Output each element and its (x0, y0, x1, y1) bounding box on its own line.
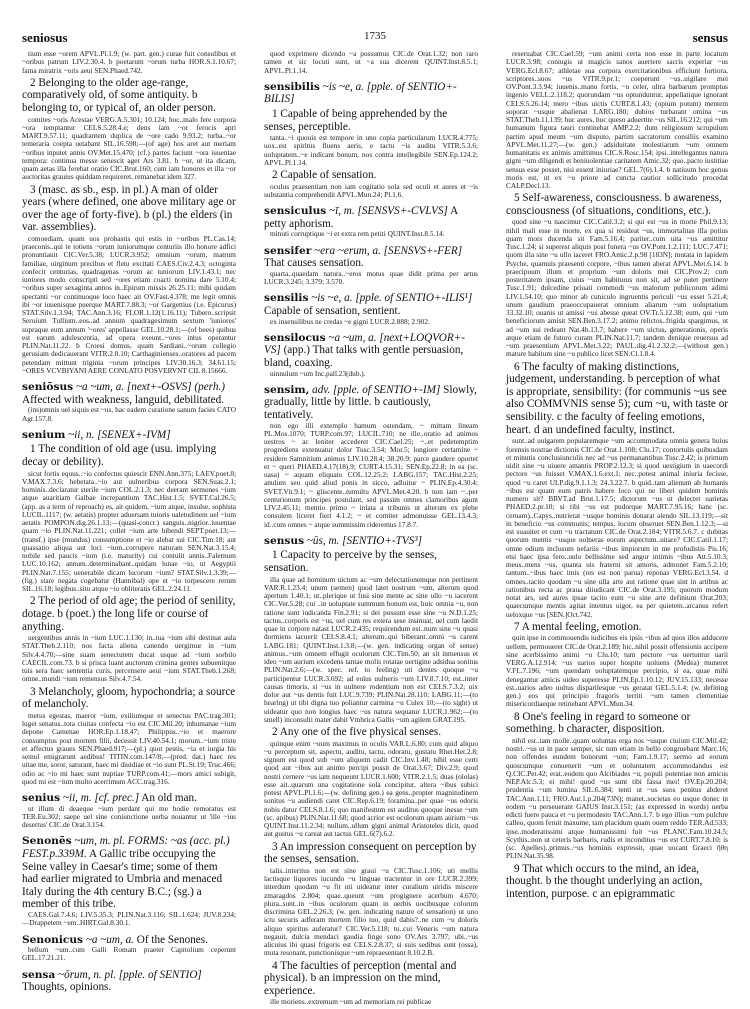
citation-block: illa quae ad hominum uictum ac ~um delectationemque non pertinent VAR.R.1.23.4; unum (semen) quod latet nostrum ~um, alterum quod apertum 1.40.1; ut..plerique ut fusi sine mente ac sine ullo ~u iacerent CIC.Ver.5.28; cui ..in uoluptate summum bonum est, huic omnia ~u, non ratione sunt iudicanda Fin.2.91; si dei possunt esse sine ~u N.D.1.25; tactus..corporis est ~us, uel cum res extera sese insinuat, uel cum laedit quae in corpore natast LUCR.2.435; requirendum est..num sine ~u quasi dormiens iacuerit CELS.8.4.1; alterum..qui hiberant..omni ~u carent LABG.181; QUINT.Inst.1.3.8;—(w. gen. indicating organ of sense) animus..~um omnem effugit oculorum CIC.Tim.50; an sit inmensus et ideo ~um aurium excedens tantae molis rotatae uertigine adsidua sonitus PLIN.Nat.2.6;—(w. spec. ref. to feeling) uti dentes quoque ~u participentur LUCR.3.692; ad eulus uulneris ~um LIV.8.7.10; est..inter causas timoris, si ~us in uulnere rodentium non est CELS.7.3.2; uix dolor aut ~us dentis fuit LUC.9.739; PLIN.Nat.28.110; LABG.11;—(to hearing) ut tibi digna tuo poliantur carmina ~u Culex 10;—(to sight) ut uideatur quo non longius haec ~us natura sequatur LUCR.1.962;—(to smell) inconsulti mater dabit Vmbrica Gallis ~um agilem GRAT.195. (264, 574, 478, 724)
entry-definition: An old man. (141, 792, 197, 805)
entry-definition: That causes sensation. (264, 257, 364, 270)
dictionary-entry (22, 969, 236, 994)
column-1 (22, 50, 236, 994)
sense-definition: 3 Melancholy, gloom, hypochondria; a source of melancholy. (22, 685, 236, 711)
citation-block: sicut fortis equus..~io confectus quiescit ENN.Ann.375; LAEV.poet.8; V.MAX.7.3.6; hebetata..~io aut uulneribus corpora SEN.Suas.2.1; hominis..declaratur sterile ~ium COL.2.1.3; nec deerant sermones ~ium atque auaritiam Galbae increpantium TAC.Hist.1.5; SVET.Cal.26.5; (app. as a term of reproach) es, ait quidem, ~ium atque, insulse, sophista LUCIL.1117; (w. aetatis) propter aduersam tutoris ualetudinem uel ~ium aetatis POMPON.dig.26.1.13;—(quasi-concr.) sanguis..nigrior..iuuentae quam ~io PLIN.Nat.11.221; collet ~ium arte bibendi SEPT.poet.13;—(transf.) ipse (mundus) consumptione et ~io alebat sui CIC.Tim.18; aut quassatio aliqua aut loci ~ium..corrupere naturam SEN.Nat.3.15.4; nobile sed paucis ~ium (i.e. maturity) cui contulit annis..Falernum LUC.10.162; annum..determinabant..quidam lunae ~io, ut Aegyptii PLIN.Nat.7.155; uenerabile dicam lucorum ~ium? STAT.Silv.1.3.39;—(fig.) stare negata cogebatur (Hannibal) ope et ~io torpescere rerum SIL.16.18; legibus..situ atque ~io obliteratis GEL.2.24.11. (22, 468, 236, 594)
citation-block: ille moriens..extremum ~um ad memoriam rei publicae (270, 997, 432, 1007)
sense-definition: 4 The faculties of perception (mental and physical). b an impression on the mind, experience. (264, 959, 457, 997)
citation-block: oculus praesentiam non iam cogitatio sola sed oculi et aures et ~is substantia comprehendit APVL.Mun.24; Pl.1.6. (264, 181, 478, 199)
entry-grammar: ~ii, m. [cf. prec.] (62, 792, 140, 805)
entry-definition: A petty aphorism. (264, 205, 458, 230)
citation-block: ut illum di deaeque ~ium perdant qui me hodie remoratus est TER.Eu.302; saepe uel sine coniunctione uerba nouantur ut 'ille ~ius desertus' CIC.de Orat.3.154. (22, 803, 236, 830)
entry-grammar: ~ōrum, n. pl. [pple. of SENTIO] (58, 968, 202, 981)
entry-definition: A Gallic tribe occupying the Seine valley in Caesar's time; some of them had earlier migrated to Umbria and menaced Italy during the 4th century B.C.; (sg.) a member of this tribe. (22, 848, 223, 911)
entry-grammar: ~a ~um, a. [next+LOQVOR+-VS] (264, 331, 465, 357)
sense-definition: 1 The condition of old age (usu. implying decay or debility). (22, 443, 217, 469)
entry-grammar: ~a ~um, a. [next+-OSVS] (perh.) (75, 381, 225, 394)
entry-lemma: Senonēs (22, 835, 72, 848)
entry-grammar: ~ī, m. [SENSVS+-CVLVS] (329, 205, 448, 218)
entry-definition: Slowly, gradually, little by little. b cautiously, tentatively. (264, 383, 477, 421)
entry-grammar: ~ii, n. [SENEX+-IVM] (68, 428, 171, 441)
sense-definition: 2 The period of old age; the period of senility, dotage. b (poet.) the long life or course of anything. (22, 595, 236, 633)
citation-block: uergentibus annis in ~ium LUC.1.130; in..tua ~ium sibi destinat aula STAT.Theb.2.110; nos facta aliena canendo uergimur in ~ium Silv.4.4.70;—sine suam senectutem ducat usque ad ~ium sorbilo CAECIL.com.73. b si prisca luant auctorum crimina gentes subuenitque tuis sera haec sententia curis, percensere aeui ~ium STAT.Theb.1.268; omne..mundi ~ium remensus Silv.4.7.54. (22, 633, 236, 684)
sense-definition: 3 An impression consequent on perception by the senses, sensation. (264, 840, 477, 866)
entry-grammar: ~is ~e, a. [pple. of SENTIO+-ILIS¹] (311, 292, 473, 305)
column-2 (264, 50, 478, 1009)
sense-definition: 5 Self-awareness, consciousness. b awareness, consciousness (of situations, conditions, etc.). (506, 192, 722, 217)
citation-block: non ego illi extemplo hamum ostendam, ~ mittam lineam PL.Mos.1070; TURP.com.97; LUCIL.710; ne ille..oratio ad animos uestros ~ ac leniter accederet CIC.Cael.25; ~..et pedetemptim progrediens extenuatur dolor Tusc.3.54; Mor.5; longiore certamine ~ residere Samnitium animos LIV.10.28.4; 38.20.9; parce gaudere oportet et ~ queri PHAED.4.17(18).9; CURT.4.15.31; SEN.Ep.22.8; in ea (sc. uasa) ~ aquam eliquato COL.12.25.2; LABG.157; TAC.Hist.2.25; anulum seu quid aliud ponis in sicco, adluitur ~ PLIN.Ep.4.30.4; SVET.Vit.9.1; ~ gliscente..tumultu APVL.Met.4.20. b non iam ~..per centurionum principes postulant, sed passim omnes clamoribus agunt LIV.2.45.11; mentio primo ~ inlata a tribunis ut alterum ex plebe consulem liceret fieri 4.1.2; ~ et comiter admonuisse GEL.13.4.3; id..cum omnes ~ atque summissim rideremus 17.8.7. (264, 420, 478, 529)
dictionary-entry (264, 205, 478, 230)
citation-block: CAES.Gal.7.4.6; LIV.5.35.3; PLIN.Nat.3.116; SIL.1.624; JUV.8.234;—Drappetem ~em..HIRT.Gal.8.30.1. (22, 910, 236, 928)
citation-block: sunt..ad uulgarem popularemque ~um accommodata omnia genera huius forensis nostrae dictionis CIC.de Orat.1.108; Clu.17; contortulis quibusdam et minutis conclusiunculis nec ad ~us permanantibus Tusc.2.42; is primum uidit sine ~u uiuere amantis PROP.2.12.3; si quod uestigium in uaecordi pectore ~us fuisset V.MAX.1.6.ext.1; nec..potest animal iniuria fecisse, quod ~u caret ULP.dig.9.1.1.3; 24.3.22.7. b quid..tam alienum ab humanis ~ibus est quam eum patris habere loco qui ne liberi quidem hominis numero sit? BRVT.ad Brut.1.17.5; dictorum ~us ut delectet uarietas PHAED.2.pr.10; si tibi ~us est pudorque MART.7.95.16; hanc (sc. ceruam)..Capys..nutrierat ~usque hominis donarat alendo SIL.13.119;—sit in beneficio ~us communis; tempus, locum obseruet SEN.Ben.1.12.3;—si est suauiter et cum ~u tractatum CIC.de Orat.2.184; VITR.5.6.7. c dubitas quorum mentis ~usque uolneras eorum aspectum..uitare? CIC.Catil.1.17; omne odium inclusum nefariis ~ibus impiorum in me profudistis Pis.16; etsi haec ipsa fero..uulo bellissime sed angor intimis ~ibus Att.5.10.3; meus..mens ~us, quanta uis fraterni sit amoris, admonet Fam.5.2.10; tantum..~ibus haec imis (res est non parua) reponas VERG.Ecl.3.54. d omnes..tacito quodam ~u sine ulla arte aut ratione quae sint in artibus ac rationibus recta ac praua diiudicant CIC.de Orat.3.195; quorum modum notat ars, sed aures ipsae tacito eum ~u sine arte definiunt Orat.203; quaecumque mentis agitat intentus uigor, ea per quietem..arcanus refert ueloxque ~us [SEN.]Oct.742. (506, 436, 728, 619)
dictionary-entry (22, 792, 236, 805)
sense-definition: 7 A mental feeling, emotion. (514, 620, 642, 633)
entry-lemma: senium (22, 428, 66, 441)
dictionary-entry (22, 429, 236, 442)
citation-block: comites ~oris Acestae VERG.A.5.301; 10.124; hoc..malo fere corpora ~ora temptantur CELS.5.28.4.e; dens iam ~or ferocis apri MART.9.57.11; quadrantem duplica de ~ore cado 9.93.2; turba..~or temeraria coepta uetabant SIL.16.598;—(of age) hos aret aut meriam ~oribus inputet annis OV.Met.15.470; (cf.) partes faciunt ~ora iuuentae tempora: continua messe senescit ager Ars 3.81. b ~or, ut ita dicam, quam aetas illa ferebat oratio CIC.Brut.160; cum iam honores et illa ~or auctoritas grauius quiddam requireret, remanebat idem 327. (22, 114, 236, 182)
running-header (22, 30, 728, 46)
citation-block: reseruabat CIC.Cael.59; ~um animi certa non esse in parte locatum LUCR.3.98; coniugis ut magicis sanos auertere sacris experiar ~us VERG.Ecl.8.67; athletae sua corpora exercitationibus efficiunt fortiora, scriptores..suos ~us VITR.9.pr.1; coeperunt ~us..uigilare mei OV.Pont.3.3.94; iuuenis..manu fortis, ~u celer, ultra barbarum promptus ingenio VELL.2.118.2; quorundam ~us optunduntur, appellatique ignorant CELS.5.26.14; mero ~ibus uictis CURT.8.1.43; (opium potum) mentem soporat ~usque abalienat LARG.180; dubios turbarant omina ~us STAT.Theb.11.139; huc aures, huc queso aduertite ~us SIL.16.212; qui ~um humanum figura tauri continebat AMP.2.2; dum religiosum scrupulum partim apud meum ~um disputo, partim sacratorum consiliis examino APVL.Met.11.27;—(w. gen.) adsiduitate molestiarum ~um omnem humanitatis ex animis amittimus CIC.S.Rosc.154; ipsi..intellegantus natura gigni ~um diligendi et beniuolentiae caritatem Amic.32; quo..pacto iustitiae sensus esse posset, nisi essent iniuriae? GEL.7(6).1.4. b natiuum hoc genus moris est, ut ex ~u priore ad cuncta cautior sollicitudo procedat CALP.Decl.13. (506, 49, 728, 190)
sense-definition: 9 That which occurs to the mind, an idea, thought. b the thought underlying an action, intention, purpose. c an epigrammatic (506, 862, 703, 900)
entry-lemma: seniōsus (22, 381, 74, 394)
citation-block: minuti corruptique ~i et extra rem petiti QUINT.Inst.8.5.14. (270, 229, 445, 239)
sense-definition: 2 Capable of sensation. (272, 169, 377, 182)
dictionary-entry (264, 292, 478, 317)
entry-lemma: senius (22, 792, 61, 805)
citation-block: (ins)omnis uel siquis est ~us, hac eadem curatione sanum facies CATO Agr.157.8. (22, 405, 236, 423)
dictionary-entry (264, 81, 478, 106)
citation-block: metus egestas, maeror ~ium, exiliumque et senectus PAC.trag.301; luget senatus..tota ciuitas confecta ~io est CIC.Mil.20; inhumanae ~ium depone Camenae HOR.Ep.1.18.47; Philippus..~io et maerore consumptus post mortem filii, decessit LIV.40.54.1; morum..~ium triste et affectus graues SEN.Phaed.917;—(pl.) quot pestis, ~ia et iurgia his semul emigrarunt aedibus! TITIN.com.147/8;—(pred. dat.) haec res uitae me, soror, saturant, haec mi diuidiae et ~io sunt PL.St.19; Truc.466; odio ac ~io mi haec sunt nuptiae TURP.com.41;—mors amici subigit, quod mi est ~ium multo acerrimum ACC.trag.316. (22, 710, 236, 786)
citation-block: comoediam, quam uos probastis qui estis in ~oribus PL.Cas.14; praeconis..qui te totiens ~orum iuniorumque centuriis illo honore adfici pronuntiauit CIC.Ver.5.38; LUCR.3.952; omnium ~orum, matrum familiae, uirginum precibus et fletu excitati CAES.Civ.2.4.3; octoginta confecit centurias, quadragenas ~orum ac iuniorum LIV.1.43.1; nec iuniores modo conscripti sed ~ores etiam coacti nomina dare 5.10.4; ~oribus super sexaginta annos in..Epirum missis 26.25.11; mihi quidam spectanti ~or continuoque loco haec ait OV.Fast.4.378; me legit omnis ibi ~or iuuenisque puerque MART.7.88.3; ~or Gargettius (i.e. Epicurus) STAT.Silv.1.3.94; TAC.Ann.3.16; FLOR.1.12(1.16.11); Tubero..scripsit Seruium Tullium..eos..ad annum quadragesimum sextum 'iuniores' supraque eum annum '~ores' appellasse GEL.10.28.1;—(of bees) quibus est earum adulescentia, ad opera exeunt..~ores intus operantur PLIN.Nat.11.22. b Croesi domus, quam Sardiani..~orum collegio gerusiam dedicauerant VITR.2.8.10; Carthaginienses..oratores ad pacem petendam mittunt triginta ~orum principes LIV.30.16.3; 34.61.15; ~ORES VCVBIYANI AERE CONLATO POSVERVNT CIL 8.15666. (22, 233, 236, 375)
right-running-headword: sensus (692, 30, 728, 45)
dictionary-entry (264, 384, 478, 422)
dictionary-entry (264, 535, 478, 548)
citation-block: quod sine ~u nascimur CIC.Catil.3.2; si qui est ~us in morte Phil.9.13; nihil mali esse in morte, ex qua si resideat ~us, immortalitas illa potius quam mors ducenda sit Fam.5.16.4; pariter..cum uita ~us amittitur Tusc.1.24; si superest aliquis post funera ~us OV.Pont.1.2.111; LUC.7.471; quom illa sine ~u ullo iaceret FRO.Amic.2.p.98 [183N]; mutata in lapidem Psyche, quamuis praesenti corpore, ~ibus tamen aberat APVL.Met.6.14. b praecipuum illum et proprium ~um doloris mei CIC.Prov.2; cum posteritatem ipsam, cuius ~um habiturus non sit, ad se putet pertinere Tusc.1.91; dulcedine priuati commodi ~us malorum publicorum adimi LIV.1.54.10; quo minor ab cuniculo ingruentis periculi ~us esset 5.21.4; unum gaudium praeoccupauerat omnium aliarum ~um uoluptatium 33.32.10; ouanis ut amissi ~us abesse queat OV.Tr.5.12.38; eum, qui ~um beneficiorum amisit SEN.Ben.3.17.2; animo relictos..frigida spargimus, ut ad ~um sui redeant Nat.4b.13.7; habere ~um uictus, generationis, operis atque etiam de futuro curam PLIN.Nat.11.7; tandem denique reuersus ad ~um praesentium APVL.Met.3.22; PAUL.dig.41.2.32.2;—(without gen.) mature habitum sine ~u publico licet SEN.Cl.1.8.4. (506, 217, 728, 359)
sense-definition: 2 Belonging to the older age-range, comparatively old, of some antiquity. b belonging to, or typical of, an older person. (22, 76, 216, 114)
entry-lemma: sensilocus (264, 331, 326, 344)
citation-block: quod exprimere dicendo ~a possumus CIC.de Orat.1.32; non raro tamen et sic locuti sunt, ut ~a sua dicerent QUINT.Inst.8.5.1; APVL.Pl.1.14. (264, 49, 478, 75)
entry-grammar: ~a ~um, a. (85, 933, 134, 946)
citation-block: tium esse ~orem APVL.Pl.1.9; (w. part. gen.) curae fuit consulibus et ~oribus patrum LIV.2.30.4. b poetarum ~orum turba HOR.S.1.10.67; fama miratrix ~oris aeui SEN.Phaed.742. (22, 49, 236, 75)
sense-definition: 8 One's feeling in regard to someone or something. b character, disposition. (506, 710, 691, 736)
entry-grammar: adv. [pple. of SENTIO+-IM] (312, 383, 441, 396)
page-number: 1735 (364, 30, 386, 42)
citation-block: bellum ~um..cum Galli Romam praeter Capitolium ceperunt GEL.17.21.21. (22, 945, 236, 963)
entry-definition: Affected with weakness, languid, debilitated. (22, 393, 225, 406)
entry-lemma: sensiculus (264, 205, 327, 218)
entry-grammar: ~ūs, m. [SENTIO+-TVS³] (306, 534, 423, 547)
dictionary-entry (22, 835, 236, 911)
entry-lemma: sensim, (264, 383, 310, 396)
citation-block: talis..interitus non est sine graui ~u CIC.Tusc.1.106; uti mellis lactisque liquores iucundo ~u linguae tractentur in ore LUCR.2.399; interdum quodam ~u fit uti uideatur inter curalium uiridis miscere zmaragdos 2.804; quae..queunt ~um progignere acerbum 4.670; plura..sunt..in ~ibus oculorum quam in uerbis uocibusque colorum discrimina GEL.2.26.3; (w. gen. indicating nature of sensation) ut uno ictu securis adferam mortem filio tuo, quid dabis?..ne cum ~u doloris aliquo spiritus auferatur? CIC.Ver.5.118; tu..cui Veneris ~um natura negauit, dulcia mendaci gaudia finge sono OV.Ars 3.797; ubi..~us alicuius ibi quasi frigoris est CELS.2.8.37; si suis sedibus sunt (ossa), muta resonant, punctionisque ~um repraesentant 8.10.2.B. (264, 865, 478, 958)
entry-lemma: Senonicus (22, 933, 84, 946)
sense-definition: 3 (masc. as sb., esp. in pl.) A man of older years (where defined, one above military age or over the age of forty-five). b (pl.) the elders (in var. assemblies). (22, 183, 236, 234)
column-3 (506, 50, 728, 901)
citation-block: uinnulum ~um Inc.pall.23(dub.). (270, 368, 366, 378)
sense-definition: 2 Any one of the five physical senses. (272, 726, 442, 739)
entry-lemma: sensa (22, 968, 56, 981)
citation-block: ex insensilibus ne credas ~e gigni LUCR.2.888; 2.902. (270, 316, 430, 326)
entry-grammar: ~era ~erum, a. [SENSVS+-FER] (314, 244, 463, 257)
entry-grammar: ~um, m. pl. FORMS: ~as (acc. pl.) FEST.p.339M. (22, 835, 230, 861)
citation-block: quin ipse in commouendis iudicibus eis ipsis ~ibus ad quos illos adducere uellem, permoueret CIC.de Orat.2.189; hic..nihil possit offensionis accipere sine acerbissimo animi ~u Clu.10; tum pectore ~us uertuntur uarii VERG.A.12.914; ~us uarios super hospite uoluens (Medea) muneret V.FL.7.196; ~um quendam uoluptatemque percipio, si ea, quae mihi denegantur amicis uideo superesse PLIN.Ep.1.10.12; JUV.15.133; necesse est..uarios adeo uultus disparilesque ~us geratat GEL.5.1.4; (w. defining gen.) eos qui principio fragoris territi ~um tamen clementiae misericordiaeque retinebant APVL.Mun.34. (506, 633, 728, 709)
dictionary-entry (22, 381, 236, 406)
citation-block: quarta..quaedam natura..~eros motus quae didit prima per artus LUCR.3.245; 3.379; 3.570. (264, 268, 478, 287)
citation-block: quinque enim ~uum maximus in oculis VAR.L.6.80; cum quid aliquo ~u perceptum sit, aspectu, auditu, tactu, odoratu, gustatu Rhet.Her.2.8; signum est quod sub ~um aliquem cadit CIC.Inv.1.48; nihil esse certi quod aut ~ibus aut animo percipi possit de Orat.3.67; Div.2.9; quod nostri cernere ~us iam nequeunt LUCR.1.600; VITR.2.1.5; duas (ololas) esse ait..quarum una cogitatione sola concipitur, altera ~ibus subici potest APVL.Pl.1.6;—(w. defining gen.) ea gens..propter magnitudinem sonitus ~u audiendi caret CIC.Rep.6.19; foramina..per quae ~us odoris nobis datur CELS.8.1.6; quo manifestum est auditus quoque inesse ~um (sc. apibus) PLIN.Nat.11.68; quod acrior est oculorum quam aurium ~us QUINT.Inst.11.2.34; nullum..ullum gigni animal Aristoteles dicit, quod aut gustus ~u careat aut tactus GEL.6(7).6.2. (264, 738, 478, 839)
left-running-headword: seniosus (22, 30, 68, 45)
citation-block: tanta..~i quouis est tempore in uno copia particularum LUCR.4.775; uox..est spiritus fluens aeris, e tactu ~is auditu VITR.5.3.6; uoluptatem..~e indicant bonum, nos contra intellegibile SEN.Ep.124.2; APVL.Pl.1.14. (264, 133, 478, 167)
entry-lemma: sensus (264, 534, 305, 547)
entry-lemma: sensibilis (264, 80, 320, 93)
dictionary-entry (264, 332, 478, 370)
sense-definition: 6 The faculty of making distinctions, judgement, understanding. b perception of what is appropriate, sensibility: (for communis ~us see also COMMVNIS sense 5); cum ~u, with taste or sensibility. c the faculty of feeling emotions, heart. d an undefined faculty, instinct. (506, 360, 729, 436)
dictionary-entry (264, 245, 478, 270)
sense-definition: 1 Capable of being apprehended by the senses, perceptible. (264, 107, 448, 133)
sense-definition: 1 Capacity to perceive by the senses, sensation. (264, 549, 437, 575)
entry-definition: Of the Senones. (136, 933, 208, 946)
entry-definition: (app.) That talks with gentle persuasion, bland, coaxing. (264, 344, 464, 369)
entry-definition: Capable of sensation, sentient. (264, 304, 401, 317)
citation-block: nihil est..tam molle..quam uoluntas erga nos ~usque ciuium CIC.Mil.42; nostri..~us ut in pace semper, sic tum etiam in bello congruebant Marc.16; non offendes eundem bonorum ~um; Fam.1.9.17; sermo ad eorum quoscumque conuenerit ~um et uoluntatem accommodandus est Q.CIC.Pet.42; erat..eodem quo Alcibiades ~u, populi potentiae non amicus NEP.Alc.5.3; ei mihi! quod ~us sunt tibi fassa mei! OV.Ep.20.204; prudentia ~um lumina SIL.6.384; tenti ut ~us suos penitus abderet TAC.Ann.1.11; FRO.Aur.1.p.204(73N); manet..societas eo usque donec in eodem ~u perseuerant GAIUS Inst.3.151; (as expressed in words) uerba edicti fuere pauca et ~u permodesto TAC.Ann.1.7. b ego illius ~um pulchre calleo, quom feruit maxume, tam placidum quam ouem reddo TER.Ad.533; ipse..moderatissimi atque humanissimi fuit ~us PLANC.Fam.10.24.5; Scythis..non ut ceteris barbaris, rudis et inconditus ~us est CURT.7.8.10; is (sc. Apelles)..primus..~us hominis expressit, quae uocant Graeci ἤθη PLIN.Nat.35.98. (506, 735, 728, 861)
entry-grammar: ~is ~e, a. [pple. of SENTIO+-BILIS] (264, 80, 457, 106)
entry-lemma: sensifer (264, 244, 312, 257)
entry-definition: Thoughts, opinions. (22, 981, 112, 994)
entry-lemma: sensilis (264, 292, 309, 305)
